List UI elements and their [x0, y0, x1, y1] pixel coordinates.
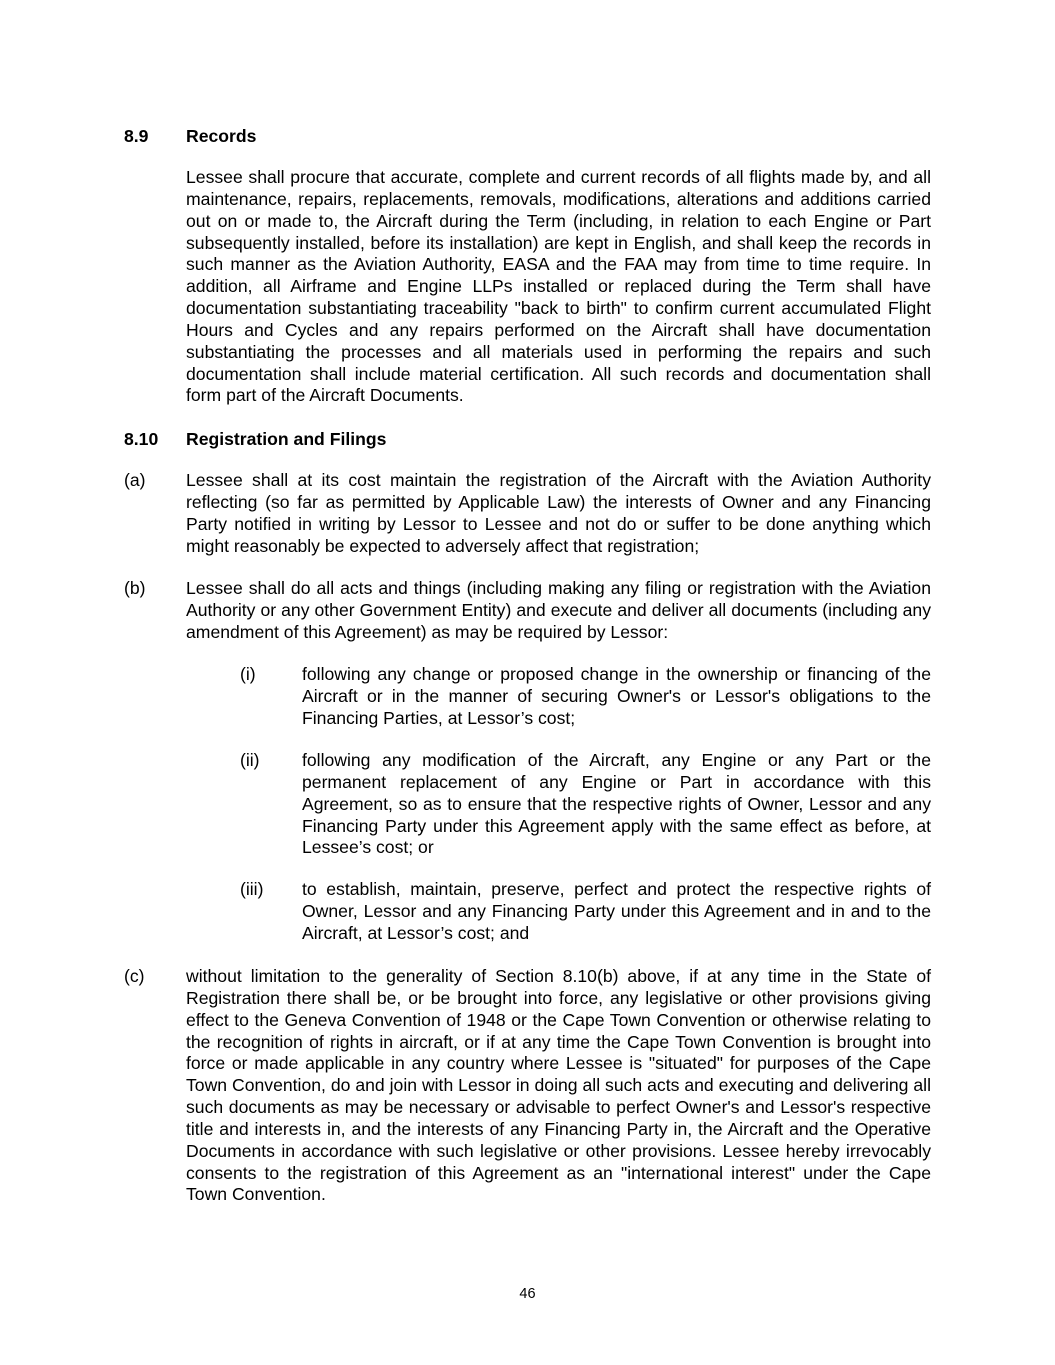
subitem-i-text: following any change or proposed change in the ownership or financing of the Aircraft or in the manner of securing Owner's or Lessor's obligations to the Financing Parties, at Lessor’s cost; [302, 664, 931, 728]
subitem-marker-i: (i) [240, 664, 256, 684]
subitem-marker-iii: (iii) [240, 879, 264, 899]
page-number: 46 [519, 1286, 536, 1302]
subitem-iii-text: to establish, maintain, preserve, perfect and protect the respective rights of Owner, Lessor and any Financing Party under this Agreement and in and to the Aircraft, at Lessor’s cost; and [302, 879, 931, 943]
subitem-ii-text: following any modification of the Aircraft, any Engine or any Part or the permanent replacement of any Engine or Part in accordance with this Agreement, so as to ensure that the respective rights of Owner, Lessor and any Financing Party under this Agreement apply with the same effect as before, at Lessee’s cost; or [302, 750, 931, 858]
section-title: Registration and Filings [186, 429, 387, 449]
item-b-text: Lessee shall do all acts and things (including making any filing or registration with the Aviation Authority or any other Government Entity) and execute and deliver all documents (including any amendment of this Agreement) as may be required by Lessor: [186, 578, 931, 642]
item-marker-c: (c) [124, 966, 145, 986]
item-marker-b: (b) [124, 578, 146, 598]
item-c-text: without limitation to the generality of Section 8.10(b) above, if at any time in the State of Registration there shall be, or be brought into force, any legislative or other provisions giving effect to the Geneva Convention of 1948 or the Cape Town Convention or otherwise relating to the recognition of rights in aircraft, or if at any time the Cape Town Convention is brought into force or made applicable in any country where Lessee is "situated" for purposes of the Cape Town Convention, do and join with Lessor in doing all such acts and executing and delivering all such documents as may be necessary or advisable to perfect Owner's and Lessor's respective title and interests in, and the interests of any Financing Party in, the Aircraft and the Operative Documents in accordance with such legislative or other provisions. Lessee hereby irrevocably consents to the registration of this Agreement as an "international interest" under the Cape Town Convention. [186, 966, 931, 1205]
section-number: 8.9 [124, 126, 149, 146]
item-marker-a: (a) [124, 470, 146, 490]
item-a-text: Lessee shall at its cost maintain the registration of the Aircraft with the Aviation Authority reflecting (so far as permitted by Applicable Law) the interests of Owner and any Financing Party notified in writing by Lessor to Lessee and not do or suffer to be done anything which might reasonably be expected to adversely affect that registration; [186, 470, 931, 556]
section-8-9-body: Lessee shall procure that accurate, complete and current records of all flights made by, and all maintenance, repairs, replacements, removals, modifications, alterations and additions carried out on or made to, the Aircraft during the Term (including, in relation to each Engine or Part subsequently installed, before its installation) are kept in English, and shall keep the records in such manner as the Aviation Authority, EASA and the FAA may from time to time require. In addition, all Airframe and Engine LLPs installed or replaced during the Term shall have documentation substantiating traceability "back to birth" to confirm current accumulated Flight Hours and Cycles and any repairs performed on the Aircraft shall have documentation substantiating the processes and all materials used in performing the repairs and such documentation shall include material certification. All such records and documentation shall form part of the Aircraft Documents. [186, 167, 931, 406]
section-title: Records [186, 126, 257, 146]
section-number: 8.10 [124, 429, 159, 449]
subitem-marker-ii: (ii) [240, 750, 260, 770]
